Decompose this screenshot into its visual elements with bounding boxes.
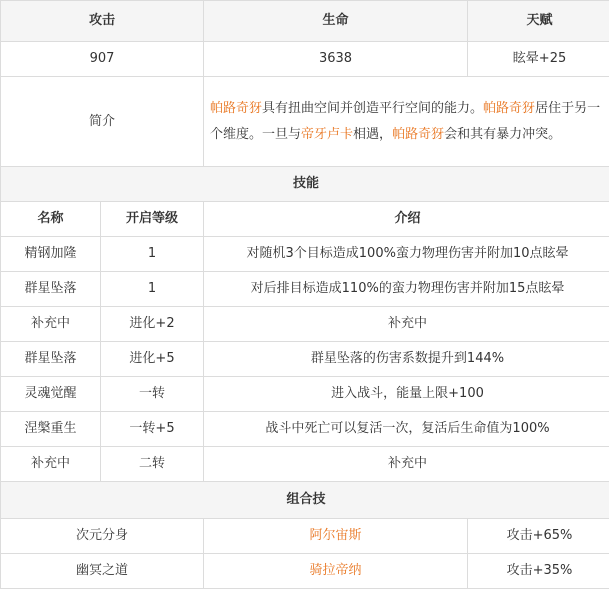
skill-level: 进化+2 bbox=[101, 307, 204, 342]
skill-row bbox=[1, 272, 609, 307]
skill-description: 补充中 bbox=[204, 447, 609, 482]
skill-name: 灵魂觉醒 bbox=[1, 377, 101, 412]
intro-name-highlight: 帝牙卢卡 bbox=[301, 127, 353, 142]
skill-level-header: 开启等级 bbox=[101, 202, 204, 237]
skill-rows bbox=[1, 237, 609, 482]
skill-name: 群星坠落 bbox=[1, 272, 101, 307]
skill-row bbox=[1, 447, 609, 482]
combo-row bbox=[1, 519, 609, 554]
skill-level: 二转 bbox=[101, 447, 204, 482]
skill-description: 战斗中死亡可以复活一次，复活后生命值为100% bbox=[204, 412, 609, 447]
skill-description: 进入战斗，能量上限+100 bbox=[204, 377, 609, 412]
skill-row bbox=[1, 412, 609, 447]
intro-text-segment: 居住于另一个维度。一旦与 bbox=[210, 101, 600, 142]
combo-partner: 阿尔宙斯 bbox=[204, 519, 468, 554]
skills-title: 技能 bbox=[1, 167, 609, 202]
combo-name: 幽冥之道 bbox=[1, 554, 204, 589]
skill-row bbox=[1, 307, 609, 342]
hp-value: 3638 bbox=[204, 42, 468, 77]
skill-row bbox=[1, 342, 609, 377]
skill-level: 一转+5 bbox=[101, 412, 204, 447]
skill-description: 群星坠落的伤害系数提升到144% bbox=[204, 342, 609, 377]
combo-effect: 攻击+65% bbox=[468, 519, 609, 554]
intro-row bbox=[1, 77, 609, 167]
skill-row bbox=[1, 377, 609, 412]
skill-description: 补充中 bbox=[204, 307, 609, 342]
intro-name-highlight: 帕路奇犽 bbox=[392, 127, 444, 142]
combo-name: 次元分身 bbox=[1, 519, 204, 554]
hp-header: 生命 bbox=[204, 1, 468, 42]
skill-name: 补充中 bbox=[1, 307, 101, 342]
skill-name: 补充中 bbox=[1, 447, 101, 482]
talent-header: 天赋 bbox=[468, 1, 609, 42]
intro-text-segment: 相遇， bbox=[353, 127, 392, 142]
skill-name-header: 名称 bbox=[1, 202, 101, 237]
attack-value: 907 bbox=[1, 42, 204, 77]
skill-name: 涅槃重生 bbox=[1, 412, 101, 447]
intro-name-highlight: 帕路奇犽 bbox=[210, 101, 262, 116]
combo-section-row bbox=[1, 482, 609, 519]
stats-header-row bbox=[1, 1, 609, 42]
talent-value: 眩晕+25 bbox=[468, 42, 609, 77]
intro-paragraph bbox=[210, 96, 605, 148]
intro-text bbox=[204, 77, 609, 167]
skill-description: 对随机3个目标造成100%蛮力物理伤害并附加10点眩晕 bbox=[204, 237, 609, 272]
skill-level: 1 bbox=[101, 237, 204, 272]
skill-name: 精钢加隆 bbox=[1, 237, 101, 272]
skill-desc-header: 介绍 bbox=[204, 202, 609, 237]
skill-level: 进化+5 bbox=[101, 342, 204, 377]
intro-text-segment: 具有扭曲空间并创造平行空间的能力。 bbox=[262, 101, 483, 116]
intro-text-segment: 会和其有暴力冲突。 bbox=[444, 127, 561, 142]
intro-name-highlight: 帕路奇犽 bbox=[483, 101, 535, 116]
combo-rows bbox=[1, 519, 609, 589]
skill-description: 对后排目标造成110%的蛮力物理伤害并附加15点眩晕 bbox=[204, 272, 609, 307]
combo-effect: 攻击+35% bbox=[468, 554, 609, 589]
intro-label: 简介 bbox=[1, 77, 204, 167]
skill-level: 1 bbox=[101, 272, 204, 307]
combo-row bbox=[1, 554, 609, 589]
skill-level: 一转 bbox=[101, 377, 204, 412]
combo-title: 组合技 bbox=[1, 482, 609, 519]
stats-value-row bbox=[1, 42, 609, 77]
skills-header-row bbox=[1, 202, 609, 237]
combo-partner: 骑拉帝纳 bbox=[204, 554, 468, 589]
skill-row bbox=[1, 237, 609, 272]
attack-header: 攻击 bbox=[1, 1, 204, 42]
skill-name: 群星坠落 bbox=[1, 342, 101, 377]
skills-section-row bbox=[1, 167, 609, 202]
